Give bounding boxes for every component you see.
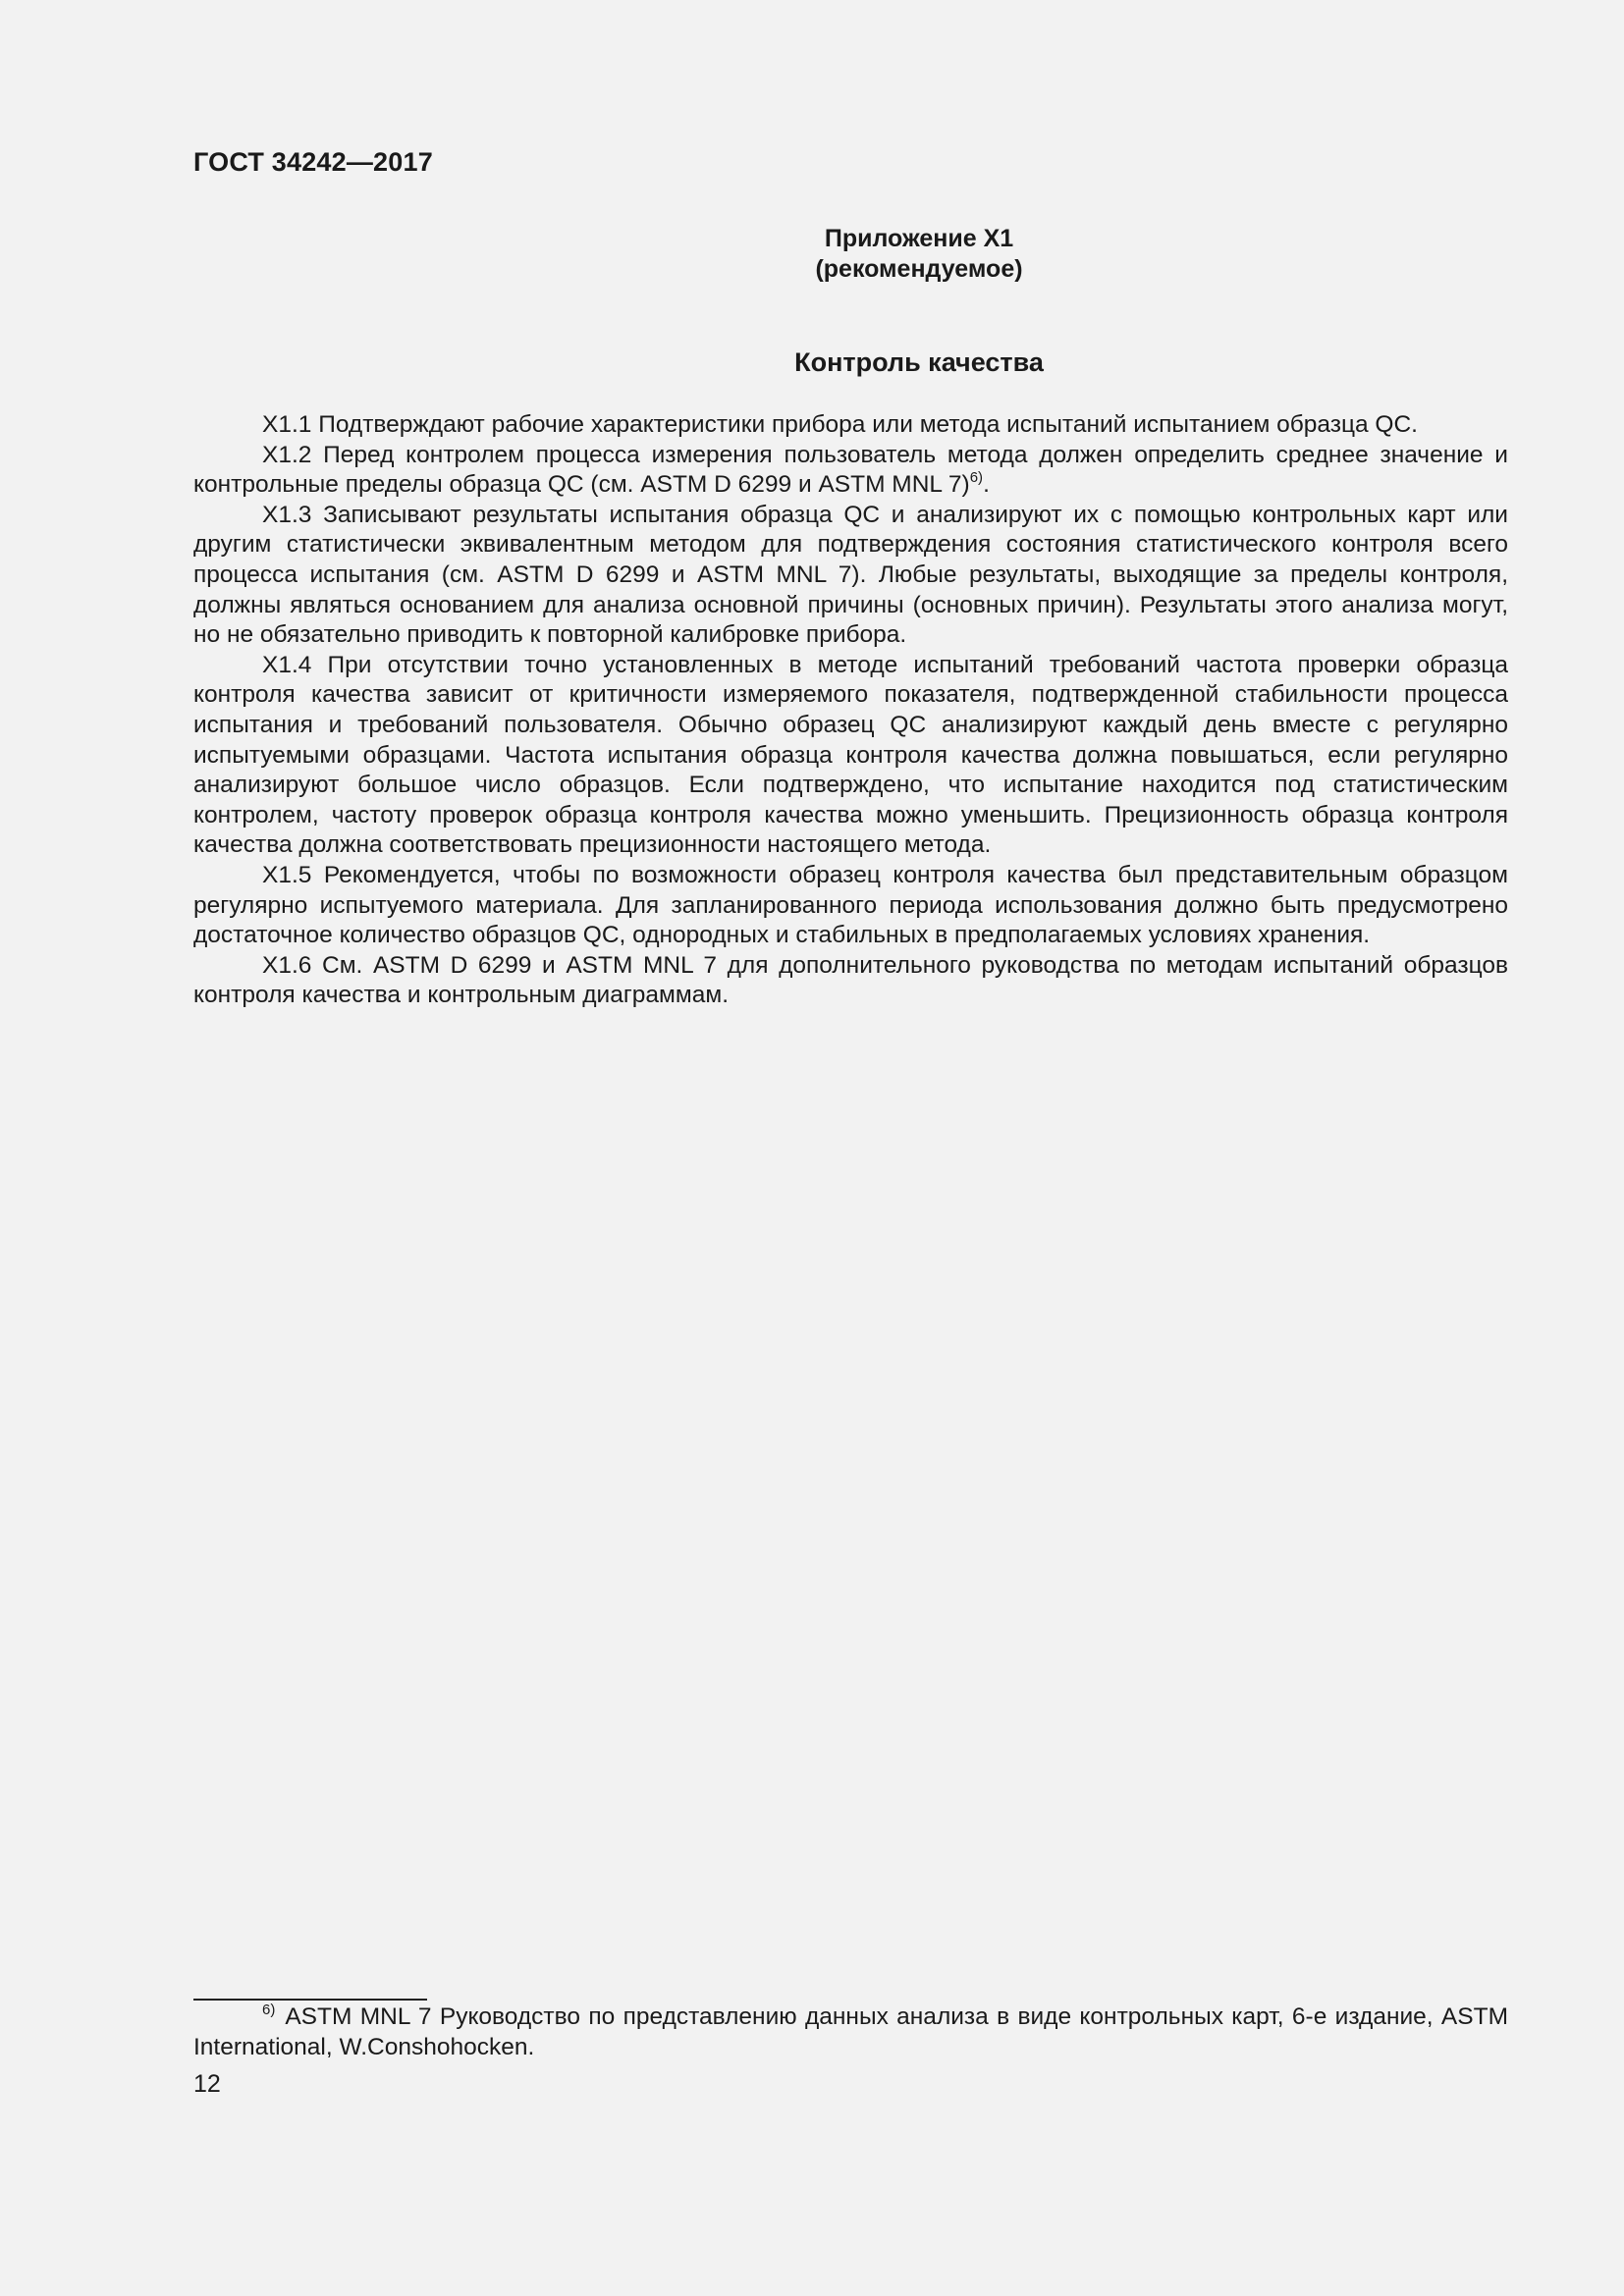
page-header-standard-id: ГОСТ 34242—2017 — [193, 147, 433, 177]
annex-status: (рекомендуемое) — [815, 255, 1023, 283]
paragraph-x1-2-text: Х1.2 Перед контролем процесса измерения пользователь метода должен определить среднее значение и контрольные пределы образца QC (см. ASTM D 6299 и ASTM MNL 7) — [193, 441, 1508, 499]
footnote-marker: 6) — [262, 2002, 276, 2018]
paragraph-x1-2 — [193, 441, 1508, 501]
footnote-text: ASTM MNL 7 Руководство по представлению данных анализа в виде контрольных карт, 6-е издание, ASTM International, W.Conshohocken. — [193, 2003, 1508, 2060]
paragraph-x1-5: Х1.5 Рекомендуется, чтобы по возможности образец контроля качества был представительным образцом регулярно испытуемого материала. Для запланированного периода использования должно быть предусмотрено достаточное количество образцов QC, однородных и стабильных в предполагаемых условиях хранения. — [193, 861, 1508, 949]
page-number: 12 — [193, 2070, 221, 2098]
paragraph-x1-2-end: . — [983, 471, 990, 499]
paragraph-x1-1: Х1.1 Подтверждают рабочие характеристики прибора или метода испытаний испытанием образца QC. — [262, 411, 1418, 438]
footnote — [193, 2002, 1508, 2062]
annex-title: Приложение Х1 — [824, 225, 1014, 252]
footnote-divider — [193, 1999, 427, 2001]
paragraph-x1-6: Х1.6 См. ASTM D 6299 и ASTM MNL 7 для дополнительного руководства по методам испытаний образцов контроля качества и контрольным диаграммам. — [193, 951, 1508, 1009]
annex-heading — [0, 224, 1624, 285]
footnote-reference: 6) — [969, 469, 984, 487]
paragraph-x1-4: Х1.4 При отсутствии точно установленных в методе испытаний требований частота проверки образца контроля качества зависит от критичности измеряемого показателя, подтвержденной стабильности процесса испытания и требований пользователя. Обычно образец QC анализируют каждый день вместе с регулярно испытуемыми образцами. Частота испытания образца контроля качества должна повышаться, если регулярно анализируют большое число образцов. Если подтверждено, что испытание находится под статистическим контролем, частоту проверок образца контроля качества можно уменьшить. Прецизионность образца контроля качества должна соответствовать прецизионности настоящего метода. — [193, 651, 1508, 859]
section-title: Контроль качества — [794, 347, 1044, 377]
paragraph-x1-3: Х1.3 Записывают результаты испытания образца QC и анализируют их с помощью контрольных карт или другим статистически эквивалентным методом для подтверждения состояния статистического контроля всего процесса испытания (см. ASTM D 6299 и ASTM MNL 7). Любые результаты, выходящие за пределы контроля, должны являться основанием для анализа основной причины (основных причин). Результаты этого анализа могут, но не обязательно приводить к повторной калибровке прибора. — [193, 501, 1508, 649]
body-text — [193, 410, 1508, 1011]
